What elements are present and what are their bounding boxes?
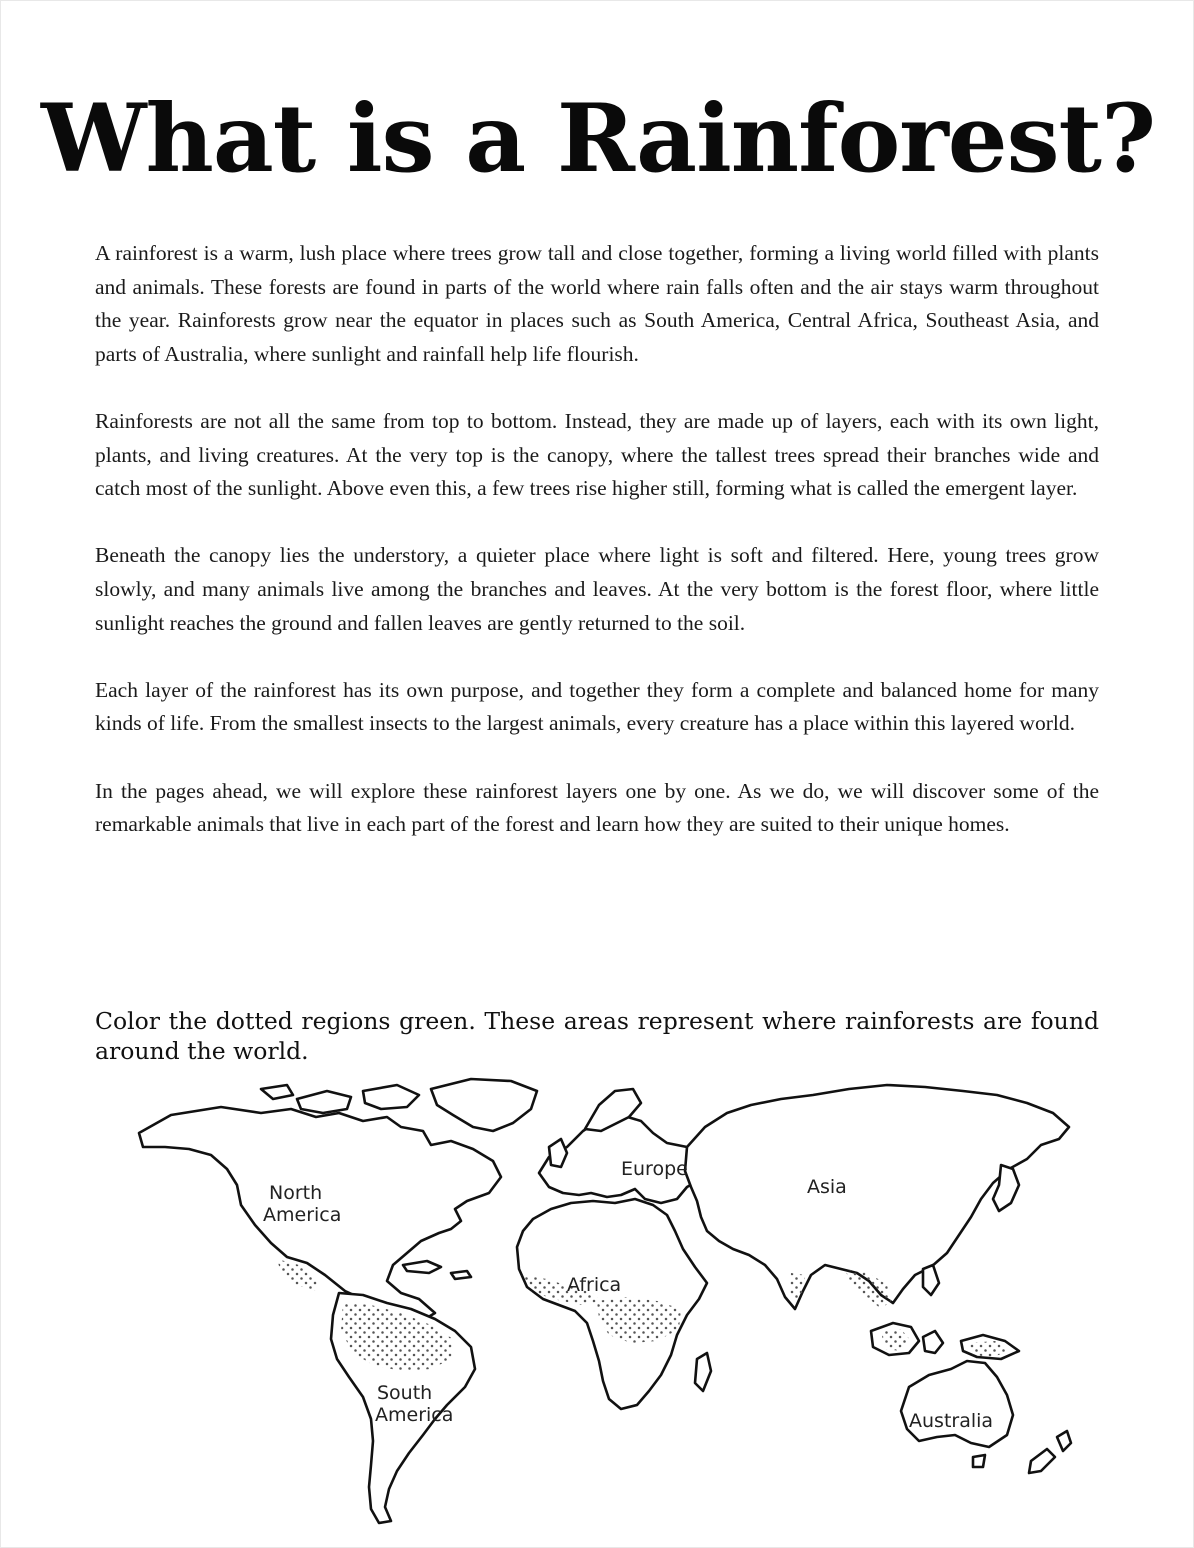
arctic-islands-2 bbox=[363, 1085, 419, 1109]
paragraph-pages-ahead: In the pages ahead, we will explore these rainforest layers one by one. As we do, we will discover some of the remarkable animals that live in each part of the forest and learn how they are suited to their unique homes. bbox=[95, 778, 1099, 837]
caribbean-islands-2 bbox=[451, 1271, 471, 1279]
label-north-america-line1: North bbox=[269, 1182, 323, 1204]
southeast-asia-islands-2 bbox=[923, 1331, 943, 1353]
page-title: What is a Rainforest? bbox=[40, 84, 1156, 194]
paragraph-layers: Rainforests are not all the same from top to bottom. Instead, they are made up of layers, each with its own light, plants, and living creatures. At the very top is the canopy, where the tallest trees spread their branches wide and catch most of the sunlight. Above even this, a few trees rise higher still, forming what is called the emergent layer. bbox=[95, 408, 1099, 501]
label-south-america-line2: America bbox=[375, 1404, 454, 1426]
coloring-instruction: Color the dotted regions green. These areas represent where rainforests are found around the world. bbox=[95, 1007, 1099, 1065]
new-zealand bbox=[1057, 1431, 1071, 1451]
philippines bbox=[923, 1265, 939, 1295]
label-europe: Europe bbox=[621, 1158, 688, 1180]
paragraph-intro: A rainforest is a warm, lush place where trees grow tall and close together, forming a living world filled with plants and animals. These forests are found in parts of the world where rain falls often and the air stays warm throughout the year. Rainforests grow near the equator in places such as South America, Central Africa, Southeast Asia, and parts of Australia, where sunlight and rainfall help life flourish. bbox=[95, 241, 1099, 366]
tasmania bbox=[973, 1455, 985, 1467]
paragraph-balance: Each layer of the rainforest has its own purpose, and together they form a complete and balanced home for many kinds of life. From the smallest insects to the largest animals, every creature has a place within this layered world. bbox=[95, 677, 1099, 736]
label-africa: Africa bbox=[567, 1274, 622, 1296]
new-zealand-south bbox=[1029, 1449, 1055, 1473]
arctic-islands-3 bbox=[261, 1085, 293, 1099]
label-north-america-line2: America bbox=[263, 1204, 342, 1226]
article-body bbox=[95, 237, 1099, 875]
arctic-islands bbox=[297, 1091, 351, 1113]
greenland-landmass bbox=[431, 1079, 537, 1131]
paragraph-understory: Beneath the canopy lies the understory, a quieter place where light is soft and filtered. Here, young trees grow slowly, and many animals live among the branches and leaves. At the very bottom is the forest floor, where little sunlight reaches the ground and fallen leaves are gently returned to the soil. bbox=[95, 543, 1099, 635]
label-asia: Asia bbox=[807, 1176, 847, 1198]
label-australia: Australia bbox=[909, 1410, 994, 1432]
label-south-america-line1: South bbox=[377, 1382, 433, 1404]
madagascar bbox=[695, 1353, 711, 1391]
world-map bbox=[101, 1069, 1101, 1539]
australia-landmass bbox=[901, 1361, 1013, 1447]
caribbean-islands bbox=[403, 1261, 441, 1273]
